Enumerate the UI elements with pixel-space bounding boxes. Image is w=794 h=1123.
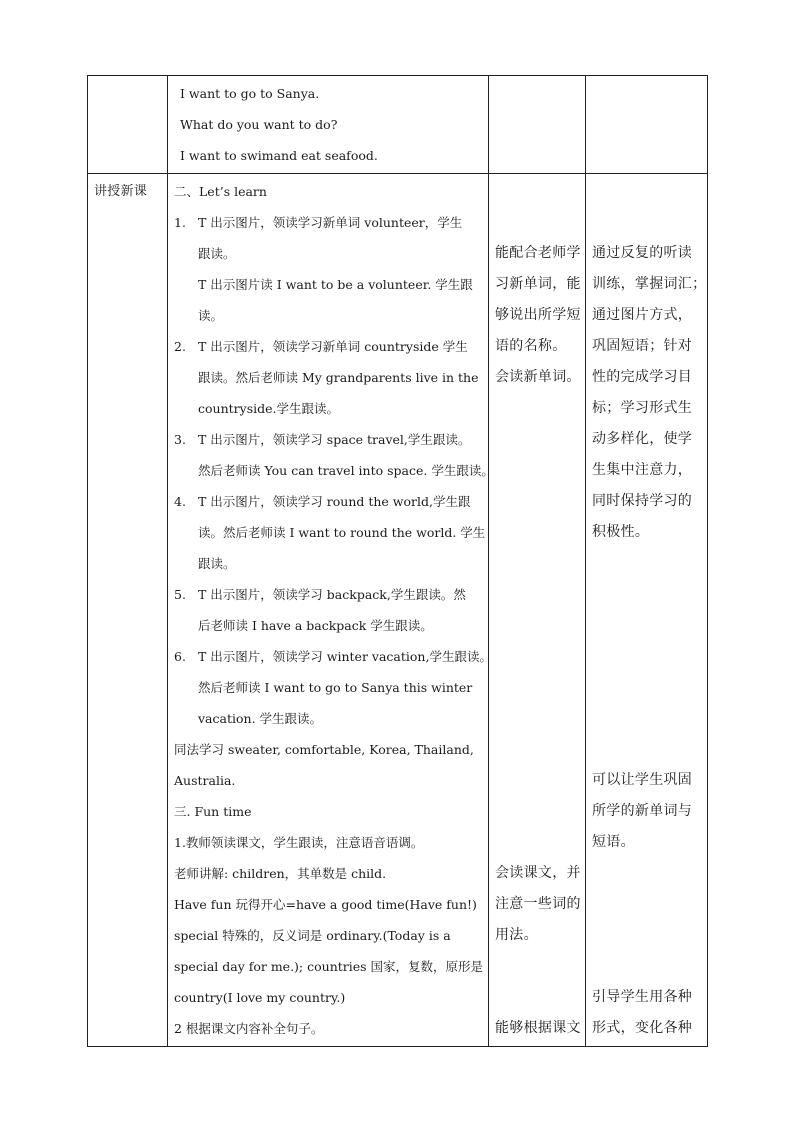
text-line: I want to go to Sanya. [180,86,320,101]
text-line: 语的名称。 [495,338,567,354]
text-line: 通过反复的听读 [592,245,693,261]
list-item [174,207,482,331]
item-number: 2. [174,339,186,354]
text-line: 所学的新单词与 [592,803,693,819]
student-activity-cell [489,174,586,1047]
text-line: T 出示图片，领读学习新单词 countryside 学生 [198,339,468,354]
text-line: 注意一些词的 [495,896,581,912]
item-number: 3. [174,432,186,447]
text-line: 同法学习 sweater, comfortable, Korea, Thailand, [174,742,474,757]
text-line: 习新单词，能 [495,276,581,292]
text-line: 2 根据课文内容补全句子。 [174,1021,324,1036]
item-number: 4. [174,494,186,509]
text-line: 后老师读 I have a backpack 学生跟读。 [198,618,433,633]
text-line: Australia. [174,773,236,788]
table-row [88,174,708,1047]
text-line: 跟读。然后老师读 My grandparents live in the [198,370,479,385]
text-line: 老师讲解: children，其单数是 child. [174,866,387,881]
text-line: 引导学生用各种 [592,989,693,1005]
text-line: countryside.学生跟读。 [198,401,339,416]
design-intent-cell [586,76,708,174]
text-line: 形式，变化各种 [592,1020,693,1036]
section-label: 讲授新课 [94,184,148,199]
text-line: 会读课文，并 [495,865,581,881]
list-item [174,579,482,641]
heading-fun-time: 三. Fun time [174,804,252,819]
design-intent-cell [586,174,708,1047]
text-line: special day for me.); countries 国家，复数，原形是 [174,959,484,974]
text-line: 读。 [198,308,224,323]
text-line: 读。然后老师读 I want to round the world. 学生 [198,525,486,540]
item-number: 5. [174,587,186,602]
text-line: T 出示图片，领读学习 space travel,学生跟读。 [198,432,471,447]
text-line: Have fun 玩得开心=have a good time(Have fun!) [174,897,477,912]
text-line: 同时保持学习的 [592,493,693,509]
text-line: 1.教师领读课文，学生跟读，注意语音语调。 [174,835,424,850]
text-line: 动多样化，使学 [592,431,693,447]
text-line: 性的完成学习目 [592,369,693,385]
text-line: 能够根据课文 [495,1020,581,1036]
text-line: 积极性。 [592,524,650,540]
text-line: 然后老师读 I want to go to Sanya this winter [198,680,473,695]
text-line: 可以让学生巩固 [592,772,693,788]
text-line: special 特殊的，反义词是 ordinary.(Today is a [174,928,451,943]
text-line: T 出示图片，领读学习 winter vacation,学生跟读。 [198,649,492,664]
item-number: 1. [174,215,186,230]
text-line: I want to swimand eat seafood. [180,148,378,163]
section-cell [88,174,168,1047]
text-line: 会读新单词。 [495,369,581,385]
list-item [174,641,492,734]
text-line: 能配合老师学 [495,245,581,261]
text-line: 然后老师读 You can travel into space. 学生跟读。 [198,463,494,478]
heading-lets-learn: 二、Let’s learn [174,184,267,199]
content-cell [168,174,494,1047]
text-line: 通过图片方式， [592,307,693,323]
list-item [174,486,486,579]
text-line: 巩固短语；针对 [592,338,693,354]
text-line: 训练，掌握词汇； [592,276,707,292]
item-number: 6. [174,649,186,664]
text-line: 跟读。 [198,246,236,261]
text-line: 标；学习形式生 [592,400,693,416]
list-item [174,331,482,424]
section-cell [88,76,168,174]
text-line: 够说出所学短 [495,307,581,323]
text-line: vacation. 学生跟读。 [198,711,323,726]
content-cell [168,76,489,174]
text-line: T 出示图片读 I want to be a volunteer. 学生跟 [198,277,473,292]
text-line: T 出示图片，领读学习新单词 volunteer，学生 [198,215,463,230]
text-line: country(I love my country.) [174,990,346,1005]
text-line: 短语。 [592,834,635,850]
text-line: 用法。 [495,927,538,943]
text-line: T 出示图片，领读学习 backpack,学生跟读。然 [198,587,466,602]
text-line: T 出示图片，领读学习 round the world,学生跟 [198,494,471,509]
student-activity-cell [489,76,586,174]
list-item [174,424,494,486]
text-line: What do you want to do? [180,117,338,132]
text-line: 生集中注意力， [592,462,693,478]
lesson-plan-table [87,75,708,1047]
table-row [88,76,708,174]
text-line: 跟读。 [198,556,236,571]
